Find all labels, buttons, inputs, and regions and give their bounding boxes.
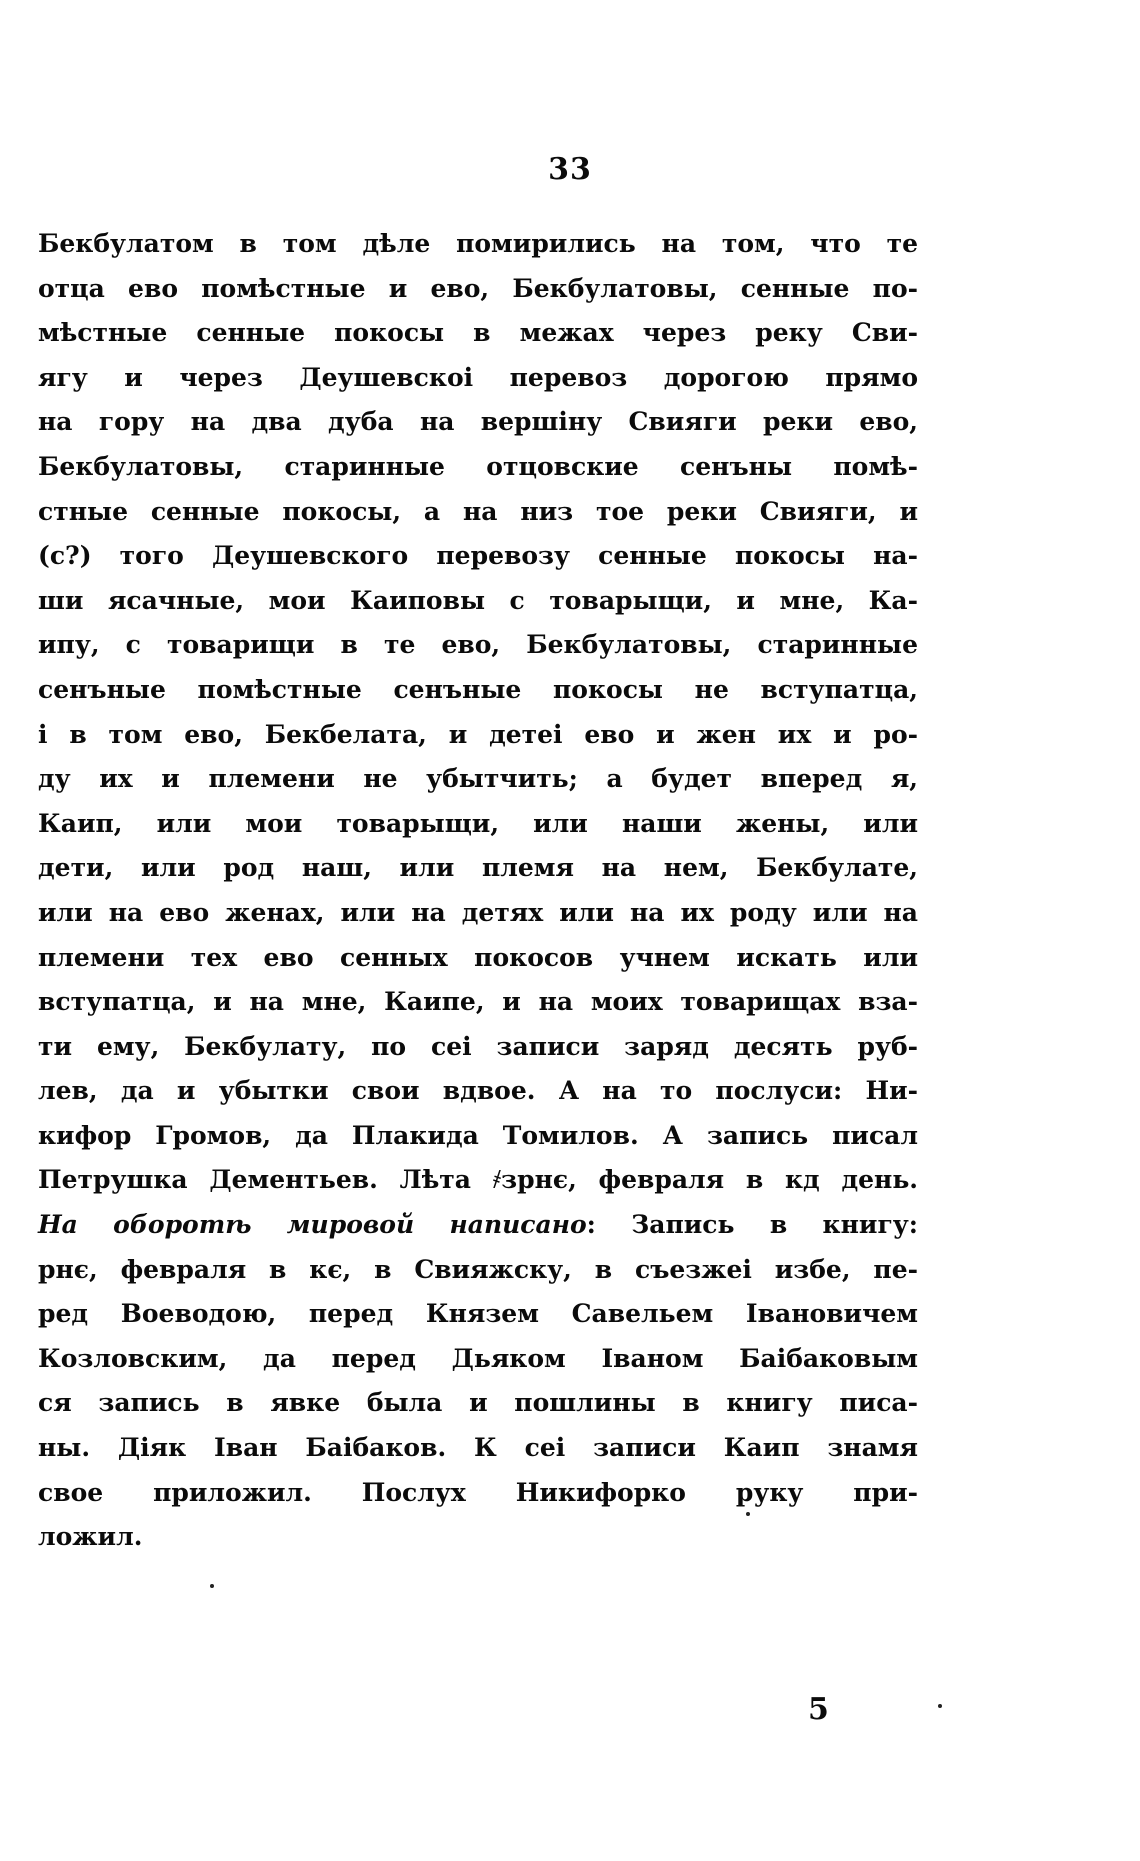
text-line: или на ево женах, или на детях или на их роду или на bbox=[38, 897, 918, 927]
print-speck bbox=[746, 1512, 750, 1516]
text-line: племени тех ево сенных покосов учнем искать или bbox=[38, 942, 918, 972]
text-line: лев, да и убытки свои вдвое. А на то послуси: Ни- bbox=[38, 1076, 918, 1106]
text-line: рнє, февраля в кє, в Свияжску, в съезжеі избе, пе- bbox=[38, 1254, 918, 1284]
text-line: сенъные помѣстные сенъные покосы не вступатца, bbox=[38, 674, 918, 704]
text-line: Бекбулатом в том дѣле помирились на том, что те bbox=[38, 229, 918, 258]
text-line: кифор Громов, да Плакида Томилов. А запись писал bbox=[38, 1120, 918, 1150]
text-line: ипу, с товарищи в те ево, Бекбулатовы, старинные bbox=[38, 630, 918, 660]
text-line: і в том ево, Бекбелата, и детеі ево и жен их и ро- bbox=[38, 719, 918, 749]
text-line: дети, или род наш, или племя на нем, Бекбулате, bbox=[38, 853, 918, 883]
page-number: 33 bbox=[548, 152, 592, 187]
text-line: ду их и племени не убытчить; а будет вперед я, bbox=[38, 764, 918, 794]
text-line: (с?) того Деушевского перевозу сенные покосы на- bbox=[38, 541, 918, 571]
text-line: стные сенные покосы, а на низ тое реки Свияги, и bbox=[38, 496, 918, 526]
text-line: ред Воеводою, перед Князем Савельем Івановичем bbox=[38, 1299, 918, 1329]
italic-heading: На оборотѣ мировой написано bbox=[38, 1210, 587, 1240]
text-line: ши ясачные, мои Каиповы с товарыщи, и мне, Ка- bbox=[38, 585, 918, 615]
text-line: Бекбулатовы, старинные отцовские сенъны помѣ- bbox=[38, 451, 918, 481]
text-line: ягу и через Деушевскоі перевоз дорогою прямо bbox=[38, 362, 918, 392]
text-line-with-italic bbox=[38, 1203, 918, 1248]
text-line: мѣстные сенные покосы в межах через реку Сви- bbox=[38, 318, 918, 348]
text-segment: : Запись в книгу: bbox=[586, 1210, 919, 1240]
text-line: свое приложил. Послух Никифорко руку при- bbox=[38, 1477, 918, 1507]
document-body bbox=[38, 222, 918, 1560]
text-line: Петрушка Дементьев. Лѣта ҂зрнє, февраля в кд день. bbox=[38, 1165, 918, 1195]
text-line: ти ему, Бекбулату, по сеі записи заряд десять руб- bbox=[38, 1031, 918, 1061]
text-line: вступатца, и на мне, Каипе, и на моих товарищах вза- bbox=[38, 987, 918, 1017]
text-line: на гору на два дуба на вершіну Свияги реки ево, bbox=[38, 407, 918, 437]
print-speck bbox=[938, 1704, 942, 1708]
signature-mark: 5 bbox=[808, 1692, 829, 1727]
text-line: ся запись в явке была и пошлины в книгу писа- bbox=[38, 1388, 918, 1418]
text-line: Каип, или мои товарыщи, или наши жены, или bbox=[38, 808, 918, 838]
text-line: Козловским, да перед Дьяком Іваном Баібаковым bbox=[38, 1343, 918, 1373]
text-line: ны. Діяк Іван Баібаков. К сеі записи Каип знамя bbox=[38, 1433, 918, 1463]
print-speck bbox=[210, 1584, 214, 1588]
text-line: отца ево помѣстные и ево, Бекбулатовы, сенные по- bbox=[38, 273, 918, 303]
text-line-last: ложил. bbox=[38, 1522, 143, 1552]
